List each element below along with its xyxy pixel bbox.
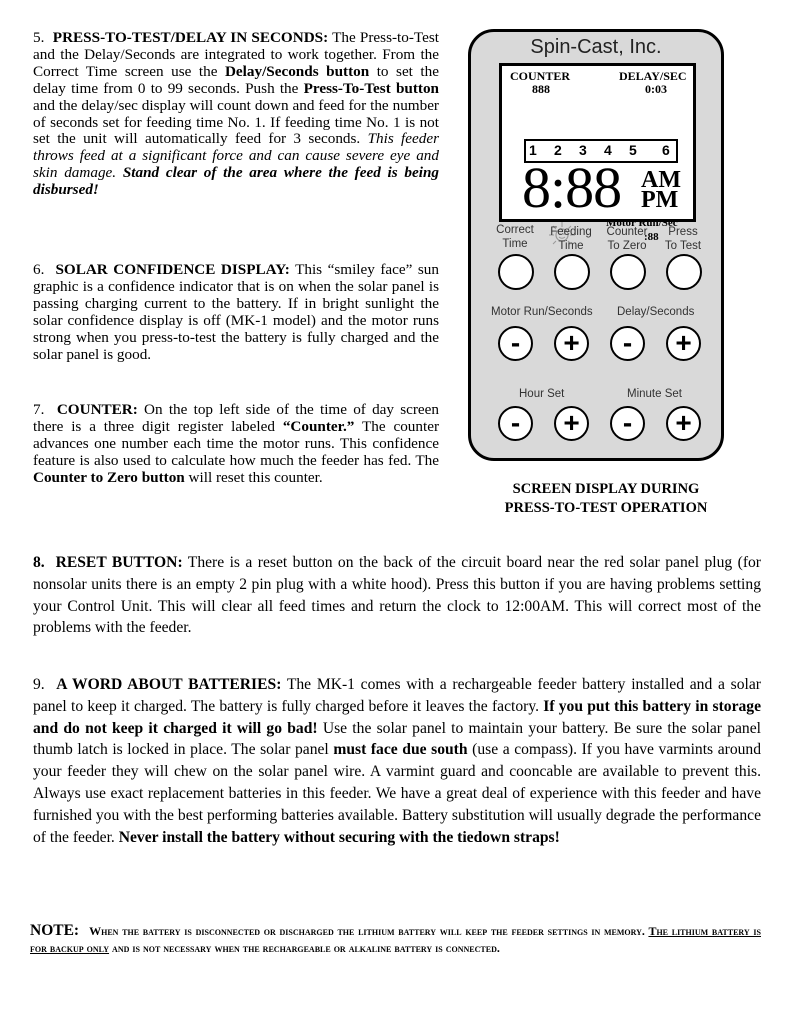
hour-set-label: Hour Set bbox=[519, 388, 565, 400]
body-text: This “smiley face” sun graphic is a confidence indicator that is on when the solar panel is passing charging current to the battery. If in bright sunlight the solar confidence display is off (MK-1 model) and the motor runs strong when you press-to-test the battery is fully charged and the solar panel is good. bbox=[33, 261, 439, 363]
hour-plus-button[interactable]: + bbox=[554, 406, 589, 441]
section-9 bbox=[33, 674, 761, 848]
delay-group-label: Delay/Seconds bbox=[617, 306, 695, 318]
feed-digit: 6 bbox=[662, 142, 670, 158]
warning-bold-text: Stand clear of the area where the feed is being disbursed! bbox=[33, 164, 439, 199]
motor-run-plus-button[interactable]: + bbox=[554, 326, 589, 361]
section-number: 9. bbox=[33, 676, 45, 693]
control-unit-illustration bbox=[468, 29, 724, 461]
spacer bbox=[116, 164, 123, 181]
label-line: Time bbox=[502, 238, 528, 250]
delay-plus-button[interactable]: + bbox=[666, 326, 701, 361]
body-text: The MK-1 comes with a rechargeable feeder battery installed and a solar panel to keep it charged. The battery is fully charged before it leaves the factory. bbox=[33, 676, 761, 715]
press-to-test-button[interactable] bbox=[666, 254, 702, 290]
caption-line: SCREEN DISPLAY DURING bbox=[512, 481, 700, 497]
motor-run-value: :88 bbox=[644, 231, 659, 243]
label-line: Counter bbox=[606, 226, 648, 238]
minute-set-label: Minute Set bbox=[627, 388, 682, 400]
counter-to-zero-button[interactable] bbox=[610, 254, 646, 290]
correct-time-button[interactable] bbox=[498, 254, 534, 290]
delay-value: 0:03 bbox=[645, 82, 667, 96]
body-text: will reset this counter. bbox=[184, 468, 323, 486]
label-line: To Zero bbox=[607, 240, 647, 252]
section-number: 8. bbox=[33, 554, 45, 571]
body-text: The counter advances one number each time the motor runs. This confidence feature is also used to calculate how much the feeder has fed. The bbox=[33, 417, 439, 469]
note-underlined-text: The lithium battery is for backup only bbox=[30, 924, 761, 955]
section-number: 7. bbox=[33, 401, 45, 418]
bold-text: Press-To-Test button bbox=[303, 79, 439, 97]
hour-minus-button[interactable]: - bbox=[498, 406, 533, 441]
section-number: 6. bbox=[33, 261, 45, 278]
delay-label: DELAY/SEC bbox=[619, 69, 687, 83]
counter-value: 888 bbox=[532, 82, 550, 96]
bold-text: “Counter.” bbox=[282, 417, 355, 435]
motor-run-minus-button[interactable]: - bbox=[498, 326, 533, 361]
body-text: Use the solar panel to maintain your battery. Be sure the solar panel thumb latch is locked in place. The solar panel bbox=[33, 719, 761, 759]
minute-minus-button[interactable]: - bbox=[610, 406, 645, 441]
label-line: Correct bbox=[496, 224, 534, 236]
bold-text: Counter to Zero button bbox=[33, 468, 185, 486]
label-line: To Test bbox=[664, 240, 702, 252]
section-number: 5. bbox=[33, 29, 45, 46]
figure-caption bbox=[470, 480, 742, 518]
motor-run-label: Motor Run/Sec bbox=[606, 217, 678, 229]
feed-digit: 2 bbox=[554, 142, 562, 158]
bold-text: must face due south bbox=[333, 741, 468, 759]
bold-text: Delay/Seconds button bbox=[224, 62, 370, 80]
body-text: There is a reset button on the back of the circuit board near the red solar panel plug (for nonsolar units there is an empty 2 pin plug with a white hood). Press this button if you are having problems setting your Control Unit. This will clear all feed times and return the clock to 12:00AM. This will correct most of the problems with the feeder. bbox=[33, 554, 761, 637]
section-title: PRESS-TO-TEST/DELAY IN SECONDS: bbox=[52, 29, 329, 46]
feeding-time-label bbox=[541, 225, 601, 253]
note-label: NOTE: bbox=[30, 922, 80, 939]
counter-to-zero-label bbox=[597, 225, 657, 253]
note-text: and is not necessary when the rechargeable or alkaline battery is connected. bbox=[109, 941, 500, 955]
section-5 bbox=[33, 30, 439, 199]
time-display: 8:88 bbox=[522, 155, 622, 220]
delay-minus-button[interactable]: - bbox=[610, 326, 645, 361]
feed-digit: 1 bbox=[529, 142, 537, 158]
feed-digit: 5 bbox=[629, 142, 637, 158]
counter-label: COUNTER bbox=[510, 69, 571, 83]
body-text: to set the delay time from 0 to 99 seconds. Push the bbox=[33, 62, 439, 97]
section-title: A WORD ABOUT BATTERIES: bbox=[56, 676, 282, 693]
section-title: SOLAR CONFIDENCE DISPLAY: bbox=[55, 261, 290, 278]
note-block bbox=[30, 922, 761, 957]
label-line: Press bbox=[668, 226, 698, 238]
body-text: The Press-to-Test and the Delay/Seconds are integrated to work together. From the Correct Time screen use the bbox=[33, 29, 440, 80]
feed-digit: 3 bbox=[579, 142, 587, 158]
am-indicator: AM bbox=[641, 167, 681, 193]
caption-line: PRESS-TO-TEST OPERATION bbox=[504, 500, 708, 516]
label-line: Feeding bbox=[550, 226, 592, 238]
section-title: RESET BUTTON: bbox=[55, 554, 183, 571]
feeding-time-button[interactable] bbox=[554, 254, 590, 290]
minute-plus-button[interactable]: + bbox=[666, 406, 701, 441]
bold-text: If you put this battery in storage and do not keep it charged it will go bad! bbox=[33, 697, 762, 737]
label-line: Time bbox=[558, 240, 584, 252]
body-text: (use a compass). If you have varmints around your feeder they will chew on the solar panel wire. A varmint guard and cooncable are available to prevent this. Always use exact replacement batteries in this feeder. We have a great deal of experience with this feeder and have furnished you with the best performing batteries available. Battery substitution will usually degrade the performance of the feeder. bbox=[33, 741, 762, 846]
body-text: and the delay/sec display will count down and feed for the number of seconds set for feeding time No. 1. If feeding time No. 1 is not set the unit will automatically feed for 3 seconds. bbox=[33, 96, 439, 148]
section-8 bbox=[33, 552, 761, 639]
section-7 bbox=[33, 402, 439, 487]
feed-digit: 4 bbox=[604, 142, 612, 158]
section-6 bbox=[33, 262, 439, 363]
correct-time-label bbox=[485, 223, 545, 251]
bold-text: Never install the battery without securing with the tiedown straps! bbox=[118, 828, 560, 846]
note-text: When the battery is disconnected or discharged the lithium battery will keep the feeder settings in memory. bbox=[89, 924, 649, 938]
brand-label: Spin-Cast, Inc. bbox=[530, 36, 662, 58]
press-to-test-label bbox=[653, 225, 713, 253]
body-text: On the top left side of the time of day screen there is a three digit register labeled bbox=[33, 401, 439, 435]
warning-text: This feeder throws feed at a significant force and can cause severe eye and skin damage. bbox=[33, 130, 440, 182]
section-title: COUNTER: bbox=[56, 401, 138, 418]
pm-indicator: PM bbox=[641, 187, 679, 213]
motor-run-group-label: Motor Run/Seconds bbox=[491, 306, 593, 318]
